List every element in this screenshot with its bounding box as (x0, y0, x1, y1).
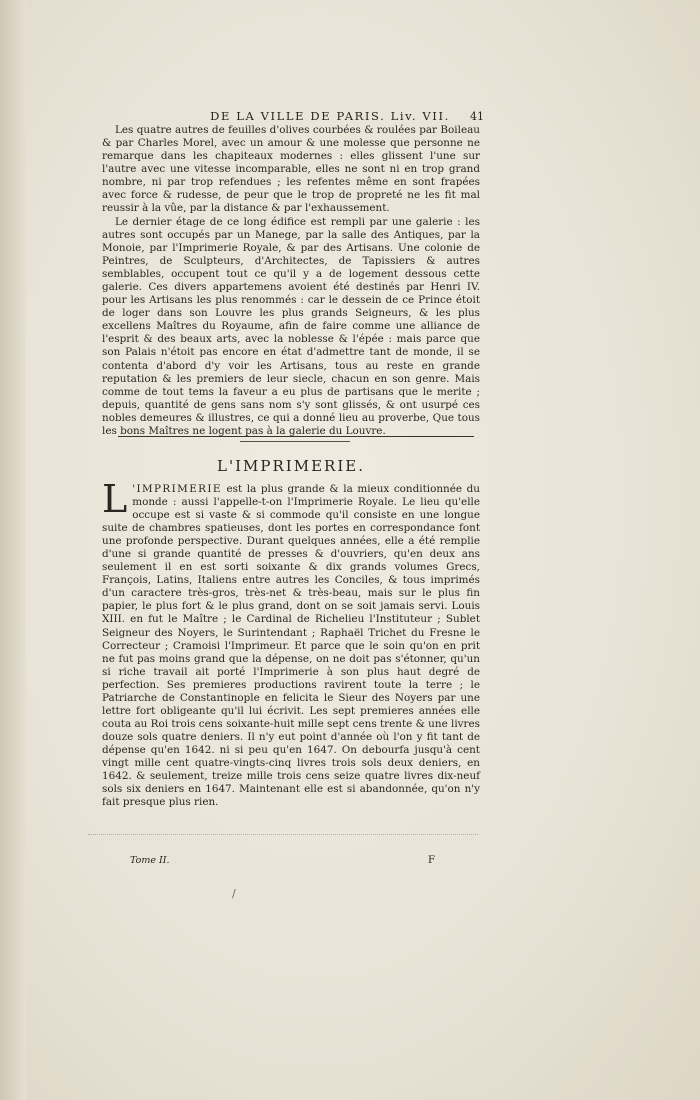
running-head: DE LA VILLE DE PARIS. Liv. VII. (210, 109, 450, 123)
drop-cap: L (102, 477, 128, 521)
bleed-through-dots (88, 834, 478, 835)
section-body (102, 477, 480, 809)
section-rule-ornament (240, 441, 350, 442)
page-number: 41 (470, 110, 484, 123)
volume-signature: Tome II. (130, 855, 170, 866)
section-title: L'IMPRIMERIE. (217, 457, 365, 475)
signature-mark: F (428, 855, 435, 866)
pencil-mark: / (232, 887, 236, 900)
lead-smallcaps: 'IMPRIMERIE (132, 483, 222, 495)
section-rule (118, 436, 474, 437)
binding-gutter (0, 0, 26, 1100)
body-text-gallery (102, 216, 480, 438)
paragraph: Le dernier étage de ce long édifice est rempli par une galerie : les autres sont occupés par un Manege, par la salle des Antiques, par la Monoie, par l'Imprimerie Royale, & par des Artisans. Une colonie de Peintres, de Sculpteurs, d'Architectes, de Tapissiers & autres semblables, occupent tout ce qu'il y a de logement dessous cette galerie. Ces divers appartemens avoient été destinés par Henri IV. pour les Artisans les plus renommés : car le dessein de ce Prince étoit de loger dans son Louvre les plus grands Seigneurs, & les plus excellens Maîtres du Royaume, afin de faire comme une alliance de l'esprit & des beaux arts, avec la noblesse & l'épée : mais parce que son Palais n'étoit pas encore en état d'admettre tant de monde, il se contenta d'abord d'y voir les Artisans, tous au reste en grande reputation & les premiers de leur siecle, chacun en son genre. Mais comme de tout tems la faveur a eu plus de partisans que le merite ; depuis, quantité de gens sans nom s'y sont glissés, & ont usurpé ces nobles demeures & illustres, ce qui a donné lieu au proverbe, Que tous les bons Maîtres ne logent pas à la galerie du Louvre. (102, 216, 480, 437)
body-text-top (102, 124, 480, 215)
paragraph: Les quatre autres de feuilles d'olives courbées & roulées par Boileau & par Charles Morel, avec un amour & une molesse que personne ne remarque dans les chapiteaux modernes : elles glissent l'une sur l'autre avec une vitesse incomparable, elles ne sont ni en trop grand nombre, ni par trop refendues ; les refentes même en sont frapées avec force & rudesse, de peur que le trop de propreté ne les fit mal reussir à la vûe, par la distance & par l'exhaussement. (102, 124, 480, 215)
section-body-text: est la plus grande & la mieux conditionnée du monde : aussi l'appelle-t-on l'Imprimerie Royale. Le lieu qu'elle occupe est si vaste & si commode qu'il consiste en une longue suite de chambres spatieuses, dont les portes en correspondance font une profonde perspective. Durant quelques années, elle a été remplie d'une si grande quantité de presses & d'ouvriers, qu'en deux ans seulement il en est sorti soixante & dix grands volumes Grecs, François, Latins, Italiens entre autres les Conciles, & tous imprimés d'un caractere très-gros, très-net & très-beau, mais sur le plus fin papier, le plus fort & le plus grand, dont on se soit jamais servi. Louis XIII. en fut le Maître ; le Cardinal de Richelieu l'Instituteur ; Sublet Seigneur des Noyers, le Surintendant ; Raphaël Trichet du Fresne le Correcteur ; Cramoisi l'Imprimeur. Et parce que le soin qu'on en prit ne fut pas moins grand que la dépense, on ne doit pas s'étonner, qu'un si riche travail ait porté l'Imprimerie à son plus haut degré de perfection. Ses premieres productions ravirent toute la terre ; le Patriarche de Constantinople en felicita le Sieur des Noyers par une lettre fort obligeante qu'il lui écrivit. Les sept premieres années elle couta au Roi trois cens soixante-huit mille sept cens trente & une livres douze sols quatre deniers. Il n'y eut point d'année où l'on y fit tant de dépense qu'en 1642. ni si peu qu'en 1647. On debourfa jusqu'à cent vingt mille cent quatre-vingts-cinq livres trois sols deux deniers, en 1642. & seulement, treize mille trois cens seize quatre livres dix-neuf sols six deniers en 1647. Maintenant elle est si abandonnée, qu'on n'y fait presque plus rien. (102, 483, 480, 809)
section-paragraph (102, 477, 480, 809)
